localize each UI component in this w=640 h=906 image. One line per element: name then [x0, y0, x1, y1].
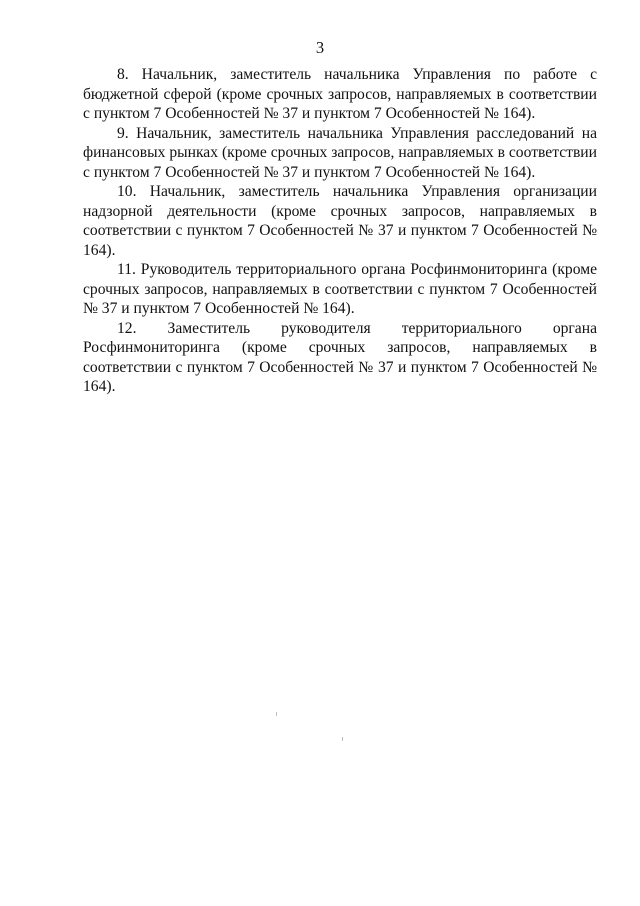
- page-number: 3: [315, 38, 325, 57]
- paragraph-item-8: 8. Начальник, заместитель начальника Управления по работе с бюджетной сферой (кроме срочных запросов, направляемых в соответствии с пунктом 7 Особенностей № 37 и пунктом 7 Особенностей № 164).: [83, 66, 597, 122]
- document-body: [83, 65, 597, 397]
- paragraph-item-11: 11. Руководитель территориального органа Росфинмониторинга (кроме срочных запросов, направляемых в соответствии с пунктом 7 Особенностей № 37 и пунктом 7 Особенностей № 164).: [83, 261, 597, 317]
- paragraph-item-12: 12. Заместитель руководителя территориального органа Росфинмониторинга (кроме срочных запросов, направляемых в соответствии с пунктом 7 Особенностей № 37 и пунктом 7 Особенностей № 164).: [83, 319, 597, 395]
- scan-artifact-mark: [276, 712, 277, 716]
- paragraph-item-10: 10. Начальник, заместитель начальника Управления организации надзорной деятельности (кроме срочных запросов, направляемых в соответствии с пунктом 7 Особенностей № 37 и пунктом 7 Особенностей № 164).: [83, 183, 597, 259]
- paragraph-item-9: 9. Начальник, заместитель начальника Управления расследований на финансовых рынках (кроме срочных запросов, направляемых в соответствии с пунктом 7 Особенностей № 37 и пунктом 7 Особенностей № 164).: [83, 124, 597, 181]
- scan-artifact-mark: [342, 737, 343, 741]
